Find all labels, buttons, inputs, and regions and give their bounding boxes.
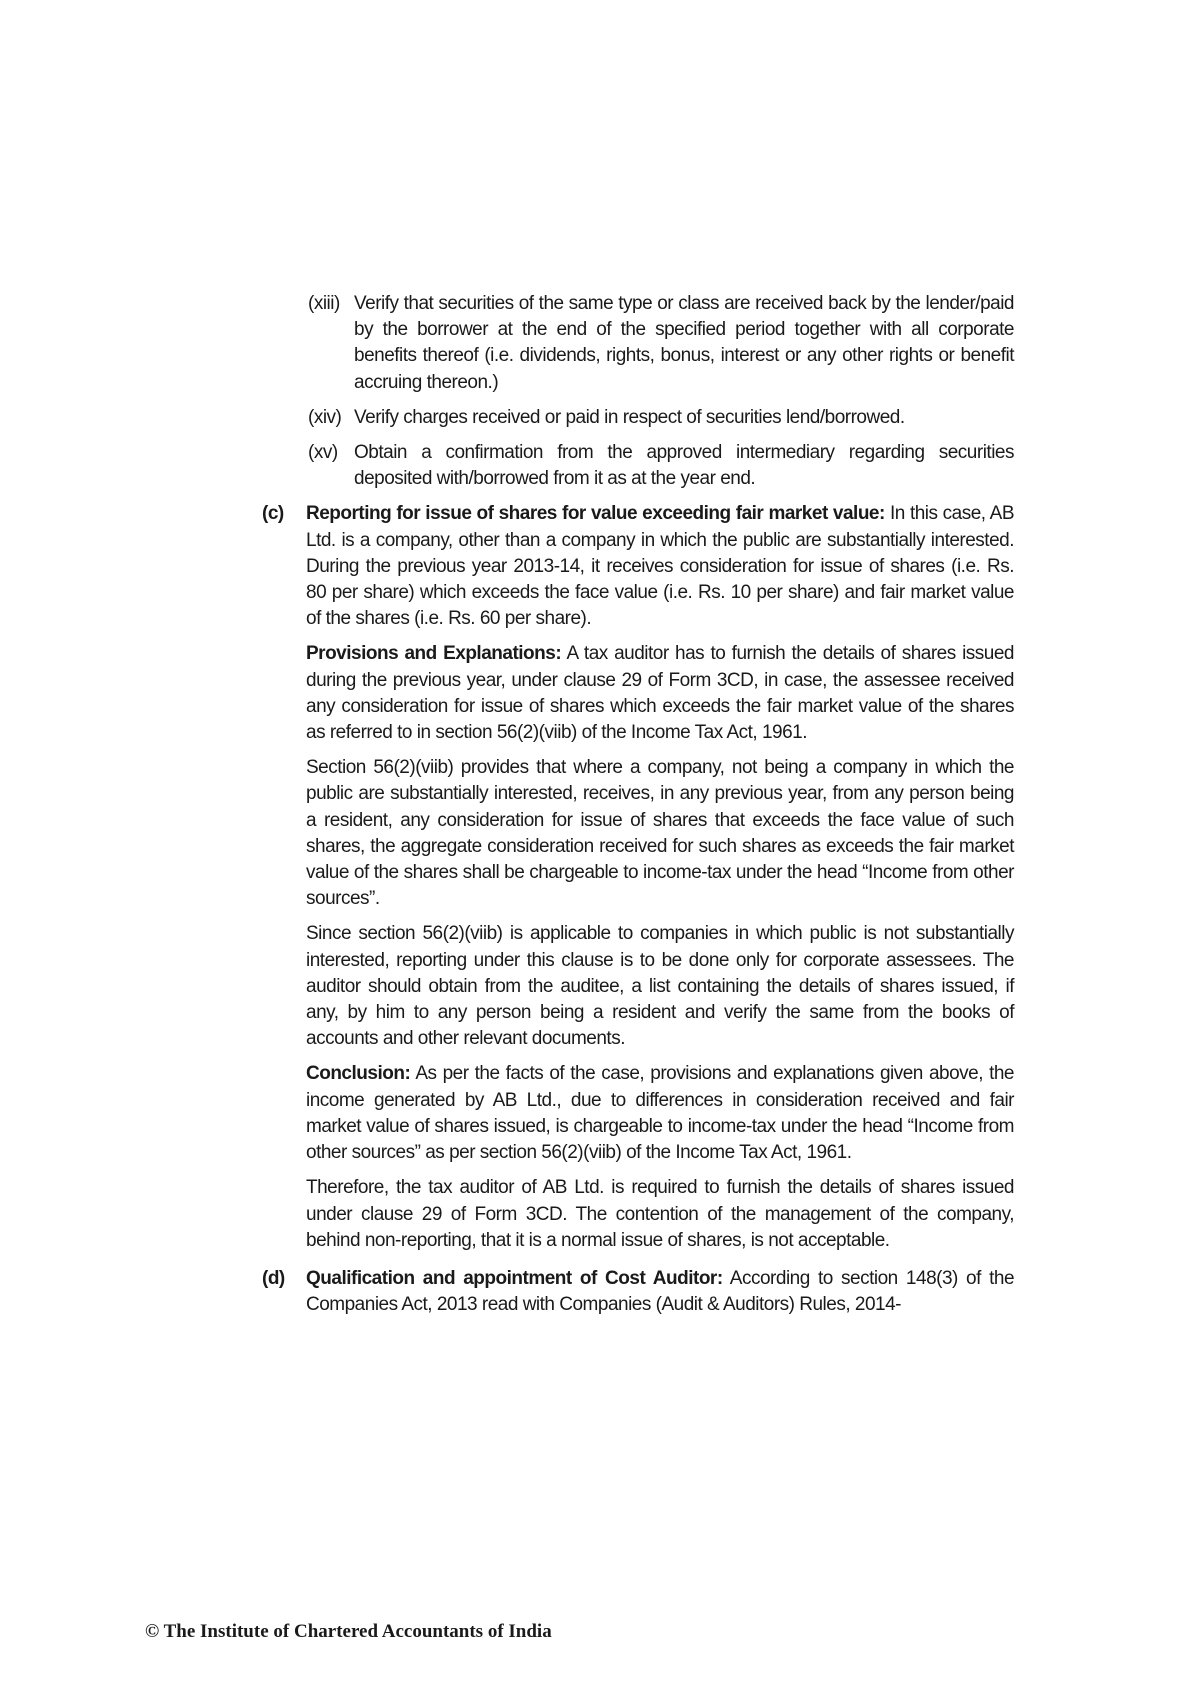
conclusion-text: As per the facts of the case, provisions and explanations given above, the income generated by AB Ltd., due to differences in consideration received and fair market value of shares issued, is chargeable to income-tax under the head “Income from other sources” as per section 56(2)(viib) of the Income Tax Act, 1961. <box>306 1063 1014 1164</box>
list-item-text: Verify that securities of the same type or class are received back by the lender/paid by the borrower at the end of the specified period together with all corporate benefits thereof (i.e. dividends, rights, bonus, interest or any other rights or benefit accruing thereon.) <box>354 293 1014 393</box>
section-marker: (d) <box>262 1267 285 1289</box>
section-d <box>262 1266 1014 1327</box>
section-c <box>262 501 1014 1262</box>
list-marker: (xv) <box>308 442 338 464</box>
list-item-xiii <box>308 291 1014 396</box>
list-item-text: Verify charges received or paid in respect of securities lend/borrowed. <box>354 406 905 428</box>
section-56-paragraph: Section 56(2)(viib) provides that where a company, not being a company in which the public are substantially interested, receives, in any previous year, from any person being a resident, any consideration for issue of shares that exceeds the face value of such shares, the aggregate consideration received for such shares as exceeds the fair market value of the shares shall be chargeable to income-tax under the head “Income from other sources”. <box>306 757 1014 910</box>
list-item-text: Obtain a confirmation from the approved intermediary regarding securities deposited with/borrowed from it as at the year end. <box>354 442 1014 490</box>
section-c-intro <box>306 501 1014 632</box>
section-heading: Reporting for issue of shares for value exceeding fair market value: <box>306 503 885 525</box>
applicability-paragraph: Since section 56(2)(viib) is applicable to companies in which public is not substantially interested, reporting under this clause is to be done only for corporate assessees. The auditor should obtain from the auditee, a list containing the details of shares issued, if any, by him to any person being a resident and verify the same from the books of accounts and other relevant documents. <box>306 923 1014 1050</box>
list-item-xiv <box>308 405 1014 431</box>
page-content <box>262 291 1014 1327</box>
section-d-body <box>306 1266 1014 1327</box>
section-c-body <box>306 501 1014 1262</box>
conclusion-label: Conclusion: <box>306 1063 411 1085</box>
procedure-list <box>308 291 1014 492</box>
section-d-text: According to section 148(3) of the Companies Act, 2013 read with Companies (Audit & Auditors) Rules, 2014- <box>306 1267 1015 1316</box>
section-intro-text: In this case, AB Ltd. is a company, other than a company in which the public are substantially interested. During the previous year 2013-14, it receives consideration for issue of shares (i.e. Rs. 80 per share) which exceeds the face value (i.e. Rs. 10 per share) and fair market value of the shares (i.e. Rs. 60 per share). <box>306 503 1014 630</box>
provisions-paragraph <box>306 641 1014 746</box>
section-marker: (c) <box>262 503 284 525</box>
conclusion-paragraph <box>306 1061 1014 1166</box>
section-heading: Qualification and appointment of Cost Auditor: <box>306 1267 723 1289</box>
list-marker: (xiii) <box>308 293 340 314</box>
provisions-label: Provisions and Explanations: <box>306 643 562 665</box>
section-d-intro <box>306 1266 1014 1318</box>
copyright-footer: © The Institute of Chartered Accountants of India <box>145 1621 552 1642</box>
therefore-paragraph: Therefore, the tax auditor of AB Ltd. is required to furnish the details of shares issued under clause 29 of Form 3CD. The contention of the management of the company, behind non-reporting, that it is a normal issue of shares, is not acceptable. <box>306 1177 1014 1251</box>
list-item-xv <box>308 440 1014 492</box>
list-marker: (xiv) <box>308 406 342 428</box>
provisions-text: A tax auditor has to furnish the details of shares issued during the previous year, under clause 29 of Form 3CD, in case, the assessee received any consideration for issue of shares which exceeds the fair market value of the shares as referred to in section 56(2)(viib) of the Income Tax Act, 1961. <box>306 643 1014 744</box>
